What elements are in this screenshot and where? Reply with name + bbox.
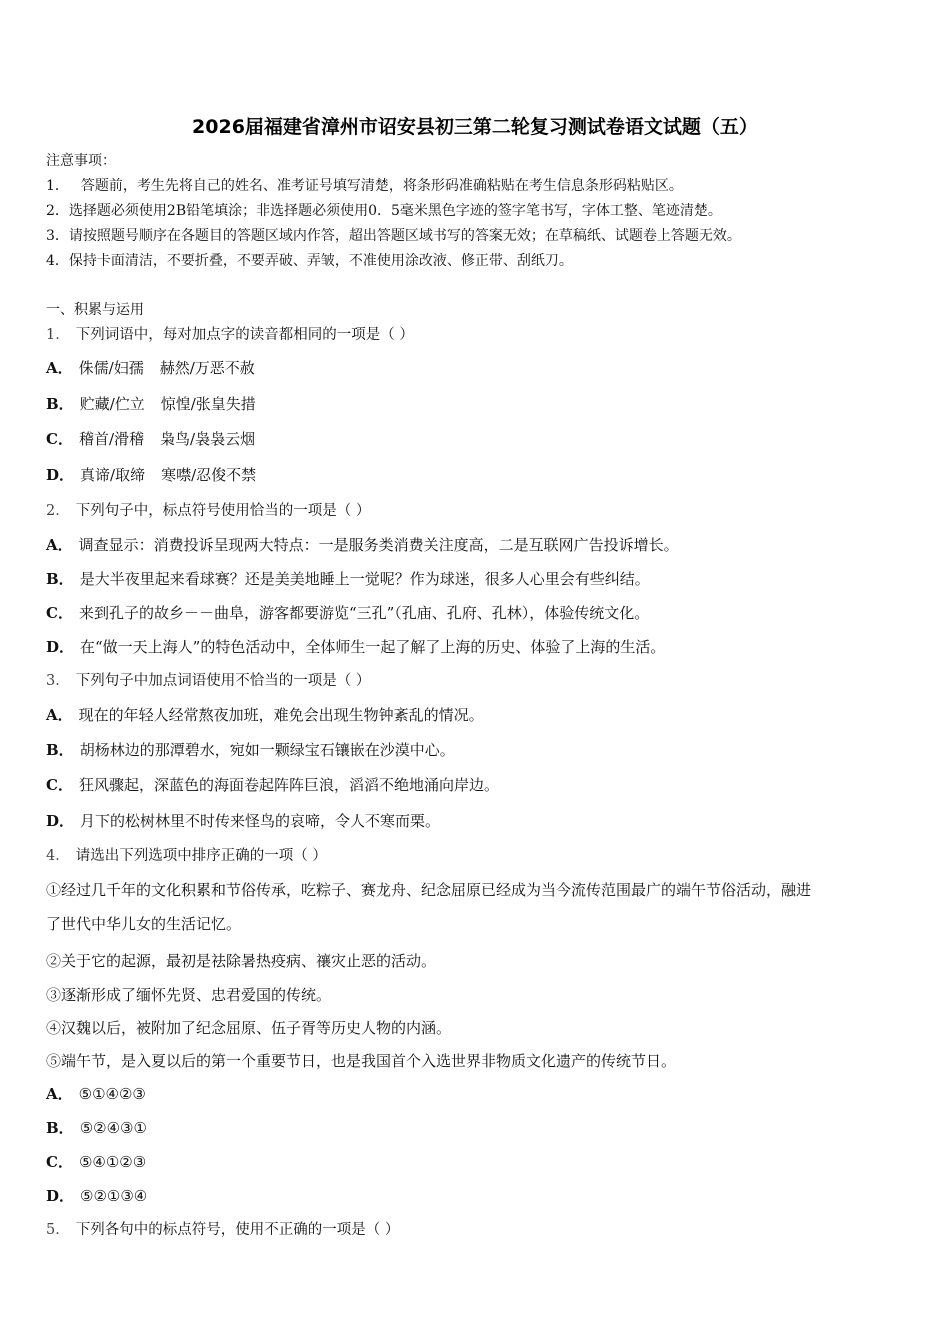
notice-heading: 注意事项： (46, 153, 116, 169)
question-number: 2． (46, 503, 70, 519)
question-stem: 下列句子中加点词语使用不恰当的一项是（ ） (75, 673, 371, 689)
option-b (46, 395, 256, 413)
option-word-pair: 寒噤/忍俊不禁 (161, 466, 257, 484)
option-text: 月下的松树林里不时传来怪鸟的哀啼，令人不寒而栗。 (80, 812, 441, 830)
question-2 (46, 502, 370, 520)
option-c (46, 430, 255, 448)
option-letter: A． (46, 359, 73, 377)
question-number: 3． (46, 673, 70, 689)
option-d (46, 1187, 147, 1205)
option-a (46, 1085, 146, 1103)
option-text: 调查显示：消费投诉呈现两大特点：一是服务类消费关注度高，二是互联网广告投诉增长。 (78, 536, 679, 554)
notice-item-number: 1． (46, 178, 69, 194)
sentence-item: ④汉魏以后，被附加了纪念屈原、伍子胥等历史人物的内涵。 (46, 1019, 452, 1037)
notice-item-text: 保持卡面清洁，不要折叠，不要弄破、弄皱，不准使用涂改液、修正带、刮纸刀。 (68, 253, 573, 269)
option-b (46, 741, 455, 759)
option-letter: B． (46, 741, 74, 759)
option-c (46, 604, 649, 622)
option-c (46, 776, 499, 794)
option-letter: D． (46, 812, 75, 830)
option-word-pair: 贮藏/伫立 (79, 395, 145, 413)
option-c (46, 1153, 146, 1171)
option-text: ⑤④①②③ (78, 1153, 147, 1171)
option-b (46, 1119, 147, 1137)
option-text: 狂风骤起，深蓝色的海面卷起阵阵巨浪，滔滔不绝地涌向岸边。 (78, 776, 499, 794)
option-letter: D． (46, 466, 75, 484)
option-word-pair: 真谛/取缔 (80, 466, 146, 484)
question-number: 1． (46, 327, 70, 343)
option-text: 胡杨林边的那潭碧水，宛如一颗绿宝石镶嵌在沙漠中心。 (79, 741, 455, 759)
question-3 (46, 672, 370, 690)
option-text: 是大半夜里起来看球赛？还是美美地睡上一觉呢？作为球迷，很多人心里会有些纠结。 (79, 570, 650, 588)
notice-item (46, 202, 722, 220)
option-letter: A． (46, 706, 73, 724)
notice-item-number: 2． (46, 203, 69, 219)
option-d (46, 638, 665, 656)
question-4 (46, 847, 327, 865)
page-title: 2026届福建省漳州市诏安县初三第二轮复习测试卷语文试题（五） (192, 116, 758, 138)
option-word-pair: 惊惶/张皇失措 (160, 395, 256, 413)
option-letter: D． (46, 638, 75, 656)
option-d (46, 812, 440, 830)
option-b (46, 570, 650, 588)
sentence-item: ③逐渐形成了缅怀先贤、忠君爱国的传统。 (46, 986, 332, 1004)
notice-item-number: 3． (46, 228, 69, 244)
notice-item-number: 4． (46, 253, 69, 269)
option-letter: C． (46, 1153, 73, 1171)
option-letter: C． (46, 430, 73, 448)
option-letter: A． (46, 1085, 73, 1103)
sentence-text: ①经过几千年的文化积累和节俗传承，吃粽子、赛龙舟、纪念屈原已经成为当今流传范围最广的端午节俗活动，融进 (46, 881, 812, 899)
question-5 (46, 1221, 399, 1239)
option-a (46, 706, 484, 724)
sentence-item: ⑤端午节，是入夏以后的第一个重要节日，也是我国首个入选世界非物质文化遗产的传统节日。 (46, 1052, 677, 1070)
option-text: ⑤②④③① (79, 1119, 147, 1137)
sentence-item: ②关于它的起源，最初是祛除暑热疫病、禳灾止恶的活动。 (46, 952, 437, 970)
notice-item-text: 选择题必须使用2B铅笔填涂；非选择题必须使用0．5毫米黑色字迹的签字笔书写，字体工整、笔迹清楚。 (68, 203, 722, 219)
option-word-pair: 赫然/万恶不赦 (159, 359, 255, 377)
question-stem: 请选出下列选项中排序正确的一项（ ） (75, 848, 327, 864)
sentence-text: 了世代中华儿女的生活记忆。 (46, 915, 242, 933)
question-1 (46, 326, 414, 344)
option-text: 来到孔子的故乡－－曲阜，游客都要游览“三孔”（孔庙、孔府、孔林），体验传统文化。 (78, 604, 650, 622)
option-letter: B． (46, 1119, 74, 1137)
option-word-pair: 枭鸟/袅袅云烟 (160, 430, 256, 448)
option-letter: B． (46, 570, 74, 588)
option-letter: C． (46, 776, 73, 794)
sentence-item (46, 873, 908, 941)
option-a (46, 536, 679, 554)
option-letter: C． (46, 604, 73, 622)
option-text: 现在的年轻人经常熬夜加班，难免会出现生物钟紊乱的情况。 (78, 706, 484, 724)
option-letter: A． (46, 536, 73, 554)
option-text: 在“做一天上海人”的特色活动中，全体师生一起了解了上海的历史、体验了上海的生活。 (80, 638, 666, 656)
question-number: 5． (46, 1222, 70, 1238)
option-text: ⑤①④②③ (78, 1085, 146, 1103)
section-heading: 一、积累与运用 (46, 302, 144, 318)
option-text: ⑤②①③④ (80, 1187, 148, 1205)
notice-item (46, 177, 683, 195)
notice-item (46, 252, 573, 270)
option-letter: B． (46, 395, 74, 413)
option-letter: D． (46, 1187, 75, 1205)
notice-item-text: 答题前，考生先将自己的姓名、准考证号填写清楚，将条形码准确粘贴在考生信息条形码粘贴区。 (80, 178, 683, 194)
notice-item (46, 227, 741, 245)
question-number: 4． (46, 848, 70, 864)
question-stem: 下列句子中，标点符号使用恰当的一项是（ ） (75, 503, 371, 519)
question-stem: 下列各句中的标点符号，使用不正确的一项是（ ） (75, 1222, 400, 1238)
notice-item-text: 请按照题号顺序在各题目的答题区域内作答，超出答题区域书写的答案无效；在草稿纸、试题卷上答题无效。 (68, 228, 741, 244)
question-stem: 下列词语中，每对加点字的读音都相同的一项是（ ） (75, 327, 414, 343)
option-word-pair: 稽首/滑稽 (78, 430, 145, 448)
option-word-pair: 侏儒/妇孺 (78, 359, 144, 377)
option-d (46, 466, 256, 484)
option-a (46, 359, 255, 377)
